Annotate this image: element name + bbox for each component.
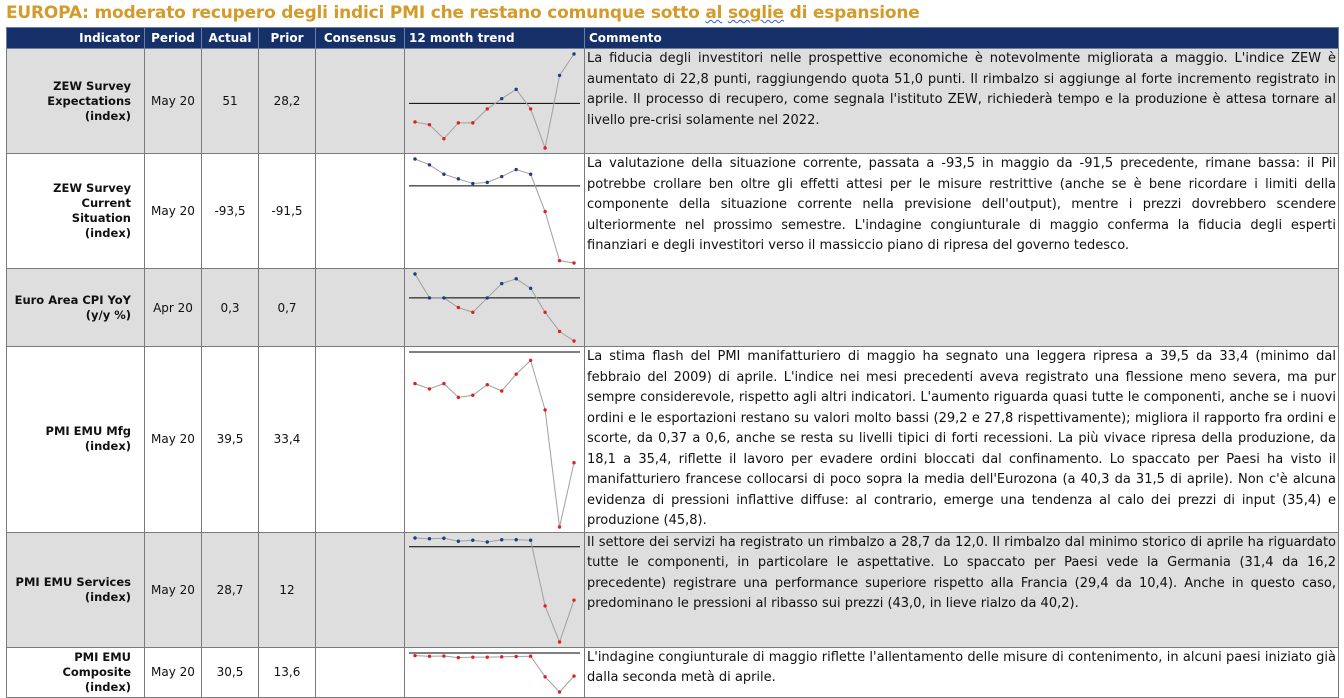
trend-point bbox=[486, 383, 489, 386]
period-value: May 20 bbox=[145, 49, 202, 154]
trend-sparkline bbox=[405, 269, 585, 347]
trend-point bbox=[558, 640, 561, 643]
header-consensus: Consensus bbox=[316, 28, 405, 49]
period-value: May 20 bbox=[145, 647, 202, 697]
trend-point bbox=[486, 540, 489, 543]
comment-text: La valutazione della situazione corrente, passata a -93,5 in maggio da -91,5 precedente, rimane bassa: il Pil potrebbe crollare ben oltre gli effetti attesi per le misure restrittive (anche se è bene ricordare i limiti della componente della situazione corrente nella previsione dell'output), mentre i prezzi dovrebbero scendere ulteriormente nel prossimo semestre. L'indagine congiunturale di maggio conferma la fiducia degli esperti finanziari e degli investitori verso il massiccio piano di ripresa del governo tedesco. bbox=[585, 154, 1339, 269]
trend-point bbox=[413, 157, 416, 160]
actual-value: -93,5 bbox=[202, 154, 259, 269]
trend-point bbox=[529, 107, 532, 110]
trend-point bbox=[514, 538, 517, 541]
spellcheck-word: soglie bbox=[727, 3, 784, 23]
comment-text: L'indagine congiunturale di maggio riflette l'allentamento delle misure di contenimento, in alcuni paesi iniziato già dalla seconda metà di aprile. bbox=[585, 647, 1339, 697]
trend-chart bbox=[405, 648, 584, 697]
trend-point bbox=[442, 172, 445, 175]
header-comment: Commento bbox=[585, 28, 1339, 49]
trend-point bbox=[442, 382, 445, 385]
actual-value: 51 bbox=[202, 49, 259, 154]
trend-point bbox=[529, 538, 532, 541]
trend-point bbox=[529, 359, 532, 362]
header-period: Period bbox=[145, 28, 202, 49]
period-value: May 20 bbox=[145, 347, 202, 533]
trend-point bbox=[442, 536, 445, 539]
table-row bbox=[7, 532, 1339, 647]
actual-value: 28,7 bbox=[202, 532, 259, 647]
trend-point bbox=[471, 655, 474, 658]
trend-sparkline bbox=[405, 532, 585, 647]
trend-point bbox=[457, 121, 460, 124]
trend-point bbox=[572, 674, 575, 677]
trend-point bbox=[428, 654, 431, 657]
prior-value: 0,7 bbox=[259, 269, 316, 347]
trend-point bbox=[558, 259, 561, 262]
trend-line bbox=[415, 655, 574, 691]
table-row bbox=[7, 647, 1339, 697]
trend-point bbox=[514, 88, 517, 91]
indicator-table bbox=[6, 27, 1339, 698]
page-title: EUROPA: moderato recupero degli indici PMI che restano comunque sotto al soglie di espansione bbox=[6, 3, 920, 23]
trend-point bbox=[457, 306, 460, 309]
consensus-value bbox=[316, 269, 405, 347]
trend-point bbox=[558, 74, 561, 77]
indicator-name: ZEW Survey Expectations (index) bbox=[7, 49, 145, 154]
trend-point bbox=[413, 120, 416, 123]
trend-point bbox=[514, 168, 517, 171]
indicator-name: PMI EMU Mfg (index) bbox=[7, 347, 145, 533]
trend-point bbox=[529, 654, 532, 657]
trend-point bbox=[543, 146, 546, 149]
trend-point bbox=[558, 330, 561, 333]
consensus-value bbox=[316, 154, 405, 269]
trend-point bbox=[558, 525, 561, 528]
trend-point bbox=[471, 311, 474, 314]
trend-point bbox=[442, 137, 445, 140]
trend-point bbox=[514, 372, 517, 375]
indicator-name: PMI EMU Services (index) bbox=[7, 532, 145, 647]
trend-chart bbox=[405, 533, 584, 647]
prior-value: 28,2 bbox=[259, 49, 316, 154]
trend-point bbox=[471, 121, 474, 124]
trend-point bbox=[428, 537, 431, 540]
actual-value: 39,5 bbox=[202, 347, 259, 533]
indicator-name: PMI EMU Composite (index) bbox=[7, 647, 145, 697]
table-row bbox=[7, 347, 1339, 533]
trend-line bbox=[415, 274, 574, 341]
trend-point bbox=[457, 539, 460, 542]
trend-point bbox=[500, 655, 503, 658]
trend-point bbox=[413, 382, 416, 385]
actual-value: 30,5 bbox=[202, 647, 259, 697]
trend-line bbox=[415, 538, 574, 642]
header-actual: Actual bbox=[202, 28, 259, 49]
trend-chart bbox=[405, 49, 584, 153]
trend-point bbox=[500, 97, 503, 100]
trend-point bbox=[413, 272, 416, 275]
actual-value: 0,3 bbox=[202, 269, 259, 347]
trend-point bbox=[572, 461, 575, 464]
header-row bbox=[7, 28, 1339, 49]
header-trend: 12 month trend bbox=[405, 28, 585, 49]
trend-point bbox=[572, 598, 575, 601]
spellcheck-word: al bbox=[705, 3, 723, 23]
comment-text bbox=[585, 269, 1339, 347]
header-prior: Prior bbox=[259, 28, 316, 49]
consensus-value bbox=[316, 49, 405, 154]
trend-point bbox=[500, 389, 503, 392]
trend-point bbox=[558, 690, 561, 693]
trend-point bbox=[428, 296, 431, 299]
table-row bbox=[7, 269, 1339, 347]
trend-point bbox=[428, 163, 431, 166]
trend-point bbox=[514, 654, 517, 657]
trend-point bbox=[572, 52, 575, 55]
trend-point bbox=[428, 387, 431, 390]
trend-line bbox=[415, 360, 574, 527]
trend-point bbox=[543, 408, 546, 411]
trend-chart bbox=[405, 347, 584, 532]
trend-point bbox=[486, 107, 489, 110]
indicator-name: Euro Area CPI YoY (y/y %) bbox=[7, 269, 145, 347]
trend-point bbox=[442, 654, 445, 657]
trend-point bbox=[572, 261, 575, 264]
trend-line bbox=[415, 54, 574, 148]
period-value: May 20 bbox=[145, 532, 202, 647]
trend-point bbox=[514, 277, 517, 280]
trend-sparkline bbox=[405, 647, 585, 697]
trend-sparkline bbox=[405, 347, 585, 533]
trend-point bbox=[543, 675, 546, 678]
period-value: Apr 20 bbox=[145, 269, 202, 347]
prior-value: 12 bbox=[259, 532, 316, 647]
header-indicator: Indicator bbox=[7, 28, 145, 49]
period-value: May 20 bbox=[145, 154, 202, 269]
trend-point bbox=[413, 536, 416, 539]
trend-sparkline bbox=[405, 49, 585, 154]
trend-line bbox=[415, 159, 574, 263]
trend-point bbox=[471, 538, 474, 541]
trend-point bbox=[543, 311, 546, 314]
consensus-value bbox=[316, 532, 405, 647]
prior-value: 13,6 bbox=[259, 647, 316, 697]
trend-chart bbox=[405, 269, 584, 346]
trend-point bbox=[457, 177, 460, 180]
trend-point bbox=[500, 282, 503, 285]
trend-point bbox=[486, 655, 489, 658]
trend-point bbox=[486, 296, 489, 299]
prior-value: -91,5 bbox=[259, 154, 316, 269]
trend-point bbox=[500, 538, 503, 541]
trend-point bbox=[471, 182, 474, 185]
trend-point bbox=[457, 396, 460, 399]
trend-point bbox=[471, 394, 474, 397]
trend-chart bbox=[405, 154, 584, 268]
trend-sparkline bbox=[405, 154, 585, 269]
table-row bbox=[7, 49, 1339, 154]
trend-point bbox=[413, 653, 416, 656]
consensus-value bbox=[316, 647, 405, 697]
trend-point bbox=[428, 123, 431, 126]
trend-point bbox=[500, 175, 503, 178]
trend-point bbox=[543, 604, 546, 607]
consensus-value bbox=[316, 347, 405, 533]
trend-point bbox=[529, 172, 532, 175]
trend-point bbox=[543, 210, 546, 213]
trend-point bbox=[486, 181, 489, 184]
trend-point bbox=[572, 339, 575, 342]
comment-text: Il settore dei servizi ha registrato un rimbalzo a 28,7 da 12,0. Il rimbalzo dal minimo storico di aprile ha riguardato tutte le componenti, in particolare le aspettative. Lo spaccato per Paesi vede la Germania (31,4 da 16,2 precedente) registrare una performance superiore rispetto alla Francia (29,4 da 10,4). Anche in questo caso, predominano le pressioni al ribasso sui prezzi (43,0, in lieve rialzo da 40,2). bbox=[585, 532, 1339, 647]
comment-text: La fiducia degli investitori nelle prospettive economiche è notevolmente migliorata a maggio. L'indice ZEW è aumentato di 22,8 punti, raggiungendo quota 51,0 punti. Il rimbalzo si aggiunge al forte incremento registrato in aprile. Il processo di recupero, come segnala l'istituto ZEW, richiederà tempo e la produzione è attesa tornare al livello pre-crisi solamente nel 2022. bbox=[585, 49, 1339, 154]
prior-value: 33,4 bbox=[259, 347, 316, 533]
indicator-name: ZEW Survey Current Situation (index) bbox=[7, 154, 145, 269]
table-row bbox=[7, 154, 1339, 269]
trend-point bbox=[442, 296, 445, 299]
trend-point bbox=[529, 287, 532, 290]
trend-point bbox=[457, 655, 460, 658]
comment-text: La stima flash del PMI manifatturiero di maggio ha segnato una leggera ripresa a 39,5 da 33,4 (minimo dal febbraio del 2009) di aprile. L'indice nei mesi precedenti aveva registrato una flessione meno severa, ma pur sempre considerevole, rispetto agli altri indicatori. L'aumento riguarda quasi tutte le componenti, anche se i nuovi ordini e le esportazioni restano su valori molto bassi (29,2 e 27,8 rispettivamente); migliora il rapporto fra ordini e scorte, da 0,37 a 0,6, anche se resta su livelli tipici di forti recessioni. La più vivace ripresa della produzione, da 18,1 a 35,4, riflette il lavoro per evadere ordini bloccati dal confinamento. Lo spaccato per Paesi ha visto il manifatturiero francese collocarsi di poco sopra la media dell'Eurozona (a 40,3 da 31,5 di aprile). Non c'è alcuna evidenza di pressioni inflattive diffuse: al contrario, emerge una tendenza al calo dei prezzi di input (35,4) e produzione (45,8). bbox=[585, 347, 1339, 533]
